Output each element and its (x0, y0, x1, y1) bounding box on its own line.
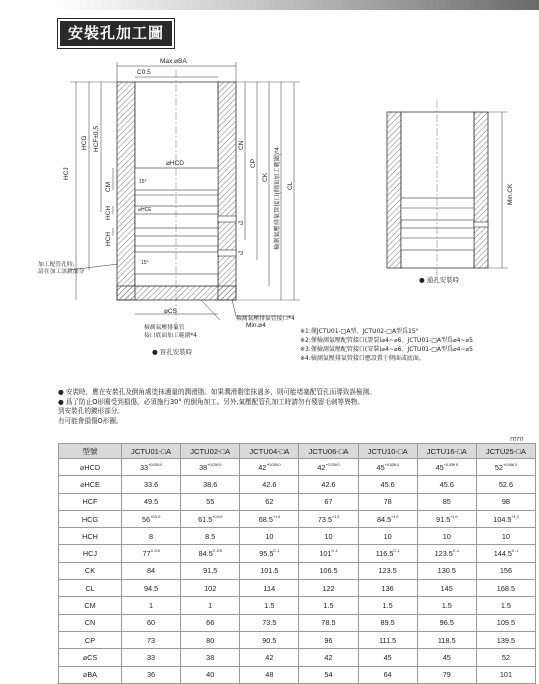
table-cell (240, 649, 299, 666)
bottom-left-note: 檢測氣壓排氣管 接口底面加工範圍*4 (144, 325, 197, 339)
cell-value: 145 (440, 583, 453, 593)
cell-value: 45.6 (439, 479, 454, 489)
table-cell (417, 510, 476, 527)
dim-label-cm: CM (105, 181, 112, 192)
cell-value: 106.5 (319, 566, 338, 576)
table-cell (417, 649, 476, 666)
dim-label-cl: CL (287, 181, 294, 190)
dim-label-hcj: HCJ (63, 167, 70, 180)
cell-value: 116.5 (375, 549, 394, 559)
cell-value: 1.5 (264, 601, 275, 611)
table-cell (476, 614, 535, 631)
row-label: ⌀HCE (59, 476, 122, 493)
table-row (59, 649, 536, 666)
table-cell (240, 666, 299, 683)
cell-value: 73.5 (317, 514, 333, 524)
header-model: JCTU01-□A (122, 444, 181, 459)
dim-label-hch-2: HCH (105, 231, 112, 246)
header-model: JCTU10-□A (358, 444, 417, 459)
cell-value: 42.6 (262, 479, 277, 489)
table-cell (358, 580, 417, 597)
dim-label-hch-1: HCH (105, 205, 112, 220)
table-cell (299, 510, 358, 527)
cell-value: 38 (206, 652, 215, 662)
caption-blind-hole: ● 盲孔安裝時 (152, 348, 193, 356)
table-cell (122, 476, 181, 493)
dim-label-hcf: HCF±0.5 (93, 126, 100, 152)
cell-value: 10 (442, 531, 451, 541)
table-row (59, 597, 536, 614)
cell-value: 10 (501, 531, 510, 541)
row-label: ⌀HCD (59, 459, 122, 476)
cell-value: 42.6 (321, 479, 336, 489)
cell-value: 42 (258, 462, 267, 472)
table-cell (476, 666, 535, 683)
cell-value: 96 (324, 635, 333, 645)
table-row (59, 528, 536, 545)
caption-through-hole: ● 通孔安裝時 (419, 276, 460, 284)
side-note-line-1: 加工配管孔時, (38, 262, 75, 268)
row-label: CM (59, 597, 122, 614)
vertical-port-note: 檢測氣壓排氣管接口(側面加工範圍)*4 (274, 147, 281, 250)
note-line-4: 有可能會損傷O形圈。 (58, 416, 123, 425)
dim-label-angle-2: 15° (141, 260, 149, 266)
table-cell (358, 614, 417, 631)
table-cell (240, 580, 299, 597)
table-cell (476, 545, 535, 562)
cell-value: 122 (322, 583, 335, 593)
dim-label-min4: Min.⌀4 (246, 322, 266, 329)
header-model: JCTU02-□A (181, 444, 240, 459)
table-cell (181, 666, 240, 683)
cell-value: 109.5 (496, 618, 516, 628)
cell-value: 1 (149, 601, 154, 611)
cell-tolerance: +0.5 0 (212, 513, 223, 519)
cell-value: 33.6 (143, 479, 159, 489)
cell-value: 90.5 (262, 635, 277, 645)
table-row (59, 476, 536, 493)
cell-value: 79 (442, 670, 451, 680)
table-cell (476, 562, 535, 579)
cell-value: 40 (206, 670, 215, 680)
cell-value: 123.5 (378, 566, 397, 576)
cell-tolerance: +1 0 (272, 513, 280, 519)
table-cell (181, 510, 240, 527)
table-cell (417, 476, 476, 493)
table-cell (417, 528, 476, 545)
cell-value: 114 (263, 583, 276, 593)
cell-value: 130.5 (437, 566, 456, 576)
spec-table (58, 443, 536, 684)
table-cell (240, 631, 299, 648)
cell-value: 61.5 (198, 514, 213, 524)
header-model: JCTU16-□A (417, 444, 476, 459)
table-cell (122, 562, 181, 579)
cell-value: 168.5 (496, 583, 516, 593)
cell-tolerance: +0.039 0 (207, 461, 222, 467)
cell-value: 1 (208, 601, 213, 611)
cell-value: 33 (139, 462, 149, 472)
dim-label-cs: ⌀CS (164, 308, 177, 315)
cell-value: 101 (319, 549, 332, 559)
dim-label-cn: CN (238, 140, 245, 150)
table-cell (417, 614, 476, 631)
cell-value: 68.5 (258, 514, 273, 524)
cell-value: 98 (501, 497, 510, 507)
unit-label: mm (510, 435, 524, 443)
table-cell (299, 528, 358, 545)
cell-value: 95.5 (259, 549, 274, 559)
table-cell (181, 493, 240, 510)
table-cell (122, 459, 181, 476)
cell-value: 85 (442, 497, 451, 507)
cell-value: 1.5 (323, 601, 334, 611)
dim-label-star3-b: *3 (238, 251, 244, 257)
table-cell (417, 562, 476, 579)
cell-tolerance: 0 -0.5 (212, 548, 222, 554)
cell-tolerance: +0.046 0 (502, 461, 518, 467)
header-model: JCTU04-□A (240, 444, 299, 459)
cell-tolerance: 0 -1 (512, 548, 519, 554)
cell-tolerance: 0 -1 (452, 548, 459, 554)
cell-tolerance: +0.5 0 (150, 513, 161, 519)
dim-label-hcd: ⌀HCD (166, 160, 184, 167)
cell-tolerance: 0 -1 (273, 548, 280, 554)
table-cell (417, 631, 476, 648)
header-model: JCTU06-□A (299, 444, 358, 459)
cell-value: 144.5 (493, 549, 512, 559)
table-cell (299, 666, 358, 683)
cell-value: 62 (265, 497, 274, 507)
cell-value: 52.6 (498, 479, 514, 489)
cell-value: 91.5 (436, 514, 451, 524)
cell-value: 8 (149, 531, 154, 541)
side-note-line-2: 請在加工該鍍部分 (38, 269, 85, 275)
spec-table-header-row (59, 444, 536, 459)
page-title: 安裝孔加工圖 (58, 19, 174, 48)
blind-hole-drawing (70, 62, 300, 330)
table-cell (122, 631, 181, 648)
cell-tolerance: +0.039 0 (384, 461, 399, 467)
cell-value: 73.5 (262, 618, 277, 628)
dim-label-max-ba: Max.⌀BA (160, 58, 187, 65)
cell-value: 10 (265, 531, 274, 541)
table-row (59, 631, 536, 648)
cell-value: 96.5 (439, 618, 454, 628)
note-line-1: ● 安裝時，應在安裝孔及倒角處塗抹適量的潤滑脂。如果潤滑脂塗抹過多，則可能堵塞配管孔而導致誤檢測。 (58, 388, 376, 396)
dim-label-ck: CK (262, 172, 269, 182)
table-cell (476, 476, 535, 493)
cell-tolerance: 0 -1 (393, 548, 400, 554)
table-cell (122, 510, 181, 527)
table-cell (240, 493, 299, 510)
cell-tolerance: +0.039 0 (443, 461, 458, 467)
table-cell (417, 459, 476, 476)
cell-value: 1.5 (441, 601, 452, 611)
cell-value: 48 (265, 670, 274, 680)
cell-value: 45 (376, 462, 385, 472)
side-note (38, 260, 85, 275)
table-cell (240, 459, 299, 476)
row-label: CL (59, 580, 122, 597)
footnote-1: ※1:僅JCTU01-□A型、JCTU02-□A型爲15° (300, 328, 419, 335)
table-cell (299, 597, 358, 614)
cell-tolerance: +1 0 (511, 513, 519, 519)
cell-value: 111.5 (379, 635, 397, 645)
table-cell (122, 528, 181, 545)
table-row (59, 510, 536, 527)
table-cell (181, 545, 240, 562)
cell-value: 73 (147, 635, 156, 645)
header-model: JCTU25-□A (476, 444, 535, 459)
cell-value: 45 (383, 652, 392, 662)
table-row (59, 493, 536, 510)
table-cell (181, 649, 240, 666)
table-cell (122, 580, 181, 597)
cell-value: 67 (324, 497, 333, 507)
table-cell (181, 597, 240, 614)
table-cell (417, 545, 476, 562)
cell-tolerance: +1 0 (391, 513, 399, 519)
table-row (59, 614, 536, 631)
cell-value: 42 (317, 462, 326, 472)
table-row (59, 666, 536, 683)
dim-label-c05: C0.5 (137, 69, 151, 76)
cell-value: 84 (147, 566, 156, 576)
table-cell (181, 614, 240, 631)
row-label: CK (59, 562, 122, 579)
cell-value: 104.5 (493, 514, 512, 524)
cell-value: 94.5 (143, 583, 159, 593)
cell-value: 8.5 (205, 531, 216, 541)
cell-value: 60 (147, 618, 156, 628)
table-cell (417, 666, 476, 683)
cell-tolerance: +0.039 0 (148, 461, 163, 467)
cell-tolerance: 0 -0.5 (150, 548, 160, 554)
cell-value: 33 (147, 652, 156, 662)
cell-value: 56 (141, 514, 151, 524)
cell-value: 156 (499, 566, 513, 576)
table-cell (181, 459, 240, 476)
installation-notes (58, 388, 376, 426)
table-cell (358, 562, 417, 579)
cell-value: 118.5 (437, 635, 456, 645)
cell-value: 102 (204, 583, 217, 593)
table-cell (358, 631, 417, 648)
table-cell (476, 459, 535, 476)
cell-value: 42 (324, 652, 333, 662)
table-cell (240, 614, 299, 631)
dim-label-hce: ⌀HCE (138, 207, 152, 213)
cell-value: 78.5 (321, 618, 336, 628)
table-cell (299, 562, 358, 579)
header-label: 型號 (59, 444, 122, 459)
cell-value: 77 (142, 549, 151, 559)
cell-value: 45 (435, 462, 444, 472)
cell-value: 45 (442, 652, 451, 662)
cell-value: 89.5 (380, 618, 395, 628)
table-cell (181, 580, 240, 597)
note-line-3: 到安裝孔的鍍形部分。 (58, 407, 124, 415)
table-cell (122, 545, 181, 562)
table-cell (122, 614, 181, 631)
cell-value: 101.5 (260, 566, 279, 576)
dim-label-cp: CP (250, 158, 257, 168)
cell-value: 84.5 (198, 549, 213, 559)
table-cell (476, 580, 535, 597)
dim-label-star3-a: *3 (238, 221, 244, 227)
row-label: HCF (59, 493, 122, 510)
cell-value: 78 (383, 497, 392, 507)
cell-value: 38.6 (203, 479, 218, 489)
table-cell (476, 649, 535, 666)
table-cell (240, 597, 299, 614)
table-cell (476, 510, 535, 527)
note-line-2: ● 爲了防止O形圈受到損傷，必須施行30° 的倒角加工。另外,氣壓配管孔加工時請勿有殘留毛刺等異物。 (58, 397, 364, 406)
footnote-3: ※3:僅檢測氣壓配管接口(安裝)⌀4~⌀6、JCTU01-□A型爲⌀4~⌀5 (300, 346, 473, 353)
table-cell (358, 666, 417, 683)
table-cell (299, 476, 358, 493)
table-cell (417, 597, 476, 614)
table-cell (358, 528, 417, 545)
table-cell (299, 459, 358, 476)
table-cell (181, 631, 240, 648)
cell-tolerance: +1 0 (450, 513, 458, 519)
table-row (59, 459, 536, 476)
table-cell (358, 510, 417, 527)
table-cell (358, 597, 417, 614)
cell-value: 1.5 (500, 601, 511, 611)
cell-value: 10 (324, 531, 333, 541)
table-cell (299, 631, 358, 648)
table-cell (476, 597, 535, 614)
cell-tolerance: +1 0 (332, 513, 340, 519)
cell-tolerance: +0.039 0 (325, 461, 340, 467)
table-row (59, 580, 536, 597)
table-row (59, 562, 536, 579)
table-cell (299, 493, 358, 510)
row-label: CN (59, 614, 122, 631)
row-label: CP (59, 631, 122, 648)
row-label: ⌀CS (59, 649, 122, 666)
cell-value: 52 (494, 462, 503, 472)
footnotes (300, 327, 473, 362)
cell-value: 66 (206, 618, 215, 628)
cell-value: 64 (383, 670, 392, 680)
through-hole-drawing (387, 100, 508, 282)
table-cell (240, 545, 299, 562)
table-cell (181, 562, 240, 579)
cell-value: 139.5 (496, 635, 516, 645)
row-label: HCH (59, 528, 122, 545)
table-cell (358, 545, 417, 562)
table-cell (299, 545, 358, 562)
cell-value: 1.5 (382, 601, 393, 611)
row-label: HCJ (59, 545, 122, 562)
table-cell (417, 580, 476, 597)
cell-value: 49.5 (143, 497, 159, 507)
spec-table-body (59, 459, 536, 684)
table-cell (181, 528, 240, 545)
cell-tolerance: +0.039 0 (266, 461, 281, 467)
table-cell (299, 580, 358, 597)
table-cell (476, 528, 535, 545)
dim-label-min-ck: Min.CK (507, 183, 514, 205)
cell-value: 80 (206, 635, 215, 645)
row-label: HCG (59, 510, 122, 527)
table-cell (122, 666, 181, 683)
cell-value: 91.5 (203, 566, 218, 576)
cell-value: 36 (147, 670, 156, 680)
table-cell (299, 614, 358, 631)
table-cell (358, 649, 417, 666)
table-cell (358, 493, 417, 510)
table-cell (240, 510, 299, 527)
cell-value: 38 (199, 462, 208, 472)
table-cell (358, 459, 417, 476)
cell-value: 52 (501, 652, 510, 662)
bottom-right-note: 檢測氣壓排氣管接口*4 (236, 316, 295, 322)
cell-value: 101 (499, 670, 513, 680)
table-cell (240, 562, 299, 579)
table-cell (240, 476, 299, 493)
table-cell (358, 476, 417, 493)
cell-value: 55 (206, 497, 215, 507)
cell-value: 10 (383, 531, 392, 541)
table-cell (299, 649, 358, 666)
dim-label-angle-1: 15° (139, 179, 147, 185)
footnote-4: ※4:檢測氣壓排氣管接口應設置于側面或底面。 (300, 355, 425, 362)
table-cell (122, 493, 181, 510)
table-cell (122, 597, 181, 614)
table-row (59, 545, 536, 562)
cell-value: 54 (324, 670, 333, 680)
cell-value: 123.5 (434, 549, 453, 559)
table-cell (476, 631, 535, 648)
cell-value: 45.6 (380, 479, 395, 489)
table-cell (417, 493, 476, 510)
footnote-2: ※2:僅檢測氣壓配管接口(證裂)⌀4~⌀6、JCTU01-□A型爲⌀4~⌀5 (300, 337, 473, 344)
cell-value: 136 (381, 583, 394, 593)
table-cell (240, 528, 299, 545)
table-cell (122, 649, 181, 666)
cell-value: 42 (265, 652, 274, 662)
cell-tolerance: 0 -1 (331, 548, 338, 554)
dim-label-hcg: HCG (81, 135, 88, 150)
table-cell (476, 493, 535, 510)
table-cell (181, 476, 240, 493)
row-label: ⌀BA (59, 666, 122, 683)
cell-value: 84.5 (376, 514, 392, 524)
